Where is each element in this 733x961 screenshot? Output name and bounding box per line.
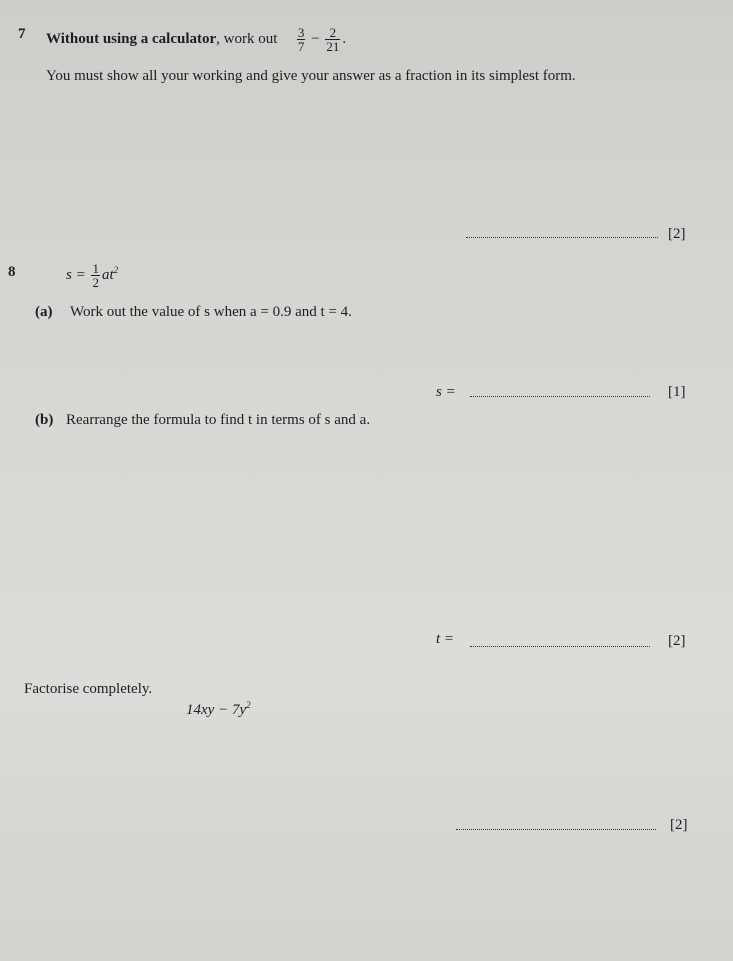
question-8b-text: Rearrange the formula to find t in terms of s and a. xyxy=(66,412,371,428)
question-9-instruction: Factorise completely. xyxy=(24,681,153,697)
question-8b-answer-line[interactable] xyxy=(470,646,650,647)
question-9-expression: $14xy - 7y^2$ xyxy=(186,700,251,718)
question-7-working-note: You must show all your working and give your answer as a fraction in its simplest form. xyxy=(46,68,576,84)
question-7-answer-line[interactable] xyxy=(466,237,658,238)
question-8a-answer-prefix: s = xyxy=(436,384,456,400)
question-7-prompt: Without using a calculator, work out $\frac{3}{7}$ − $\frac{2}{21}$ . xyxy=(46,25,347,54)
question-8b-label: (b) xyxy=(35,412,54,428)
question-7-marks: [2] xyxy=(668,226,686,242)
question-8-number: 8 xyxy=(8,264,16,280)
question-9-answer-line[interactable] xyxy=(456,829,656,830)
question-8a-marks: [1] xyxy=(668,384,686,400)
question-8b-answer-prefix: t = xyxy=(436,631,455,647)
fraction-2-over-21: $\frac{2}{21}$ xyxy=(326,25,340,54)
question-7-number: 7 xyxy=(18,26,26,42)
question-8a-label: (a) xyxy=(35,304,53,320)
question-8a-answer-line[interactable] xyxy=(470,396,650,397)
question-9-marks: [2] xyxy=(670,817,688,833)
question-7-instruction-rest: , work out xyxy=(216,30,278,47)
question-7-instruction-bold: Without using a calculator xyxy=(46,30,217,47)
minus-sign: − xyxy=(311,30,320,47)
question-8-formula: s = $\frac{1}{2}$ $at^2$ xyxy=(66,261,119,290)
fraction-3-over-7: $\frac{3}{7}$ xyxy=(297,25,305,54)
question-8b-marks: [2] xyxy=(668,633,686,649)
question-8a-text: Work out the value of s when a = 0.9 and t = 4. xyxy=(70,304,352,320)
